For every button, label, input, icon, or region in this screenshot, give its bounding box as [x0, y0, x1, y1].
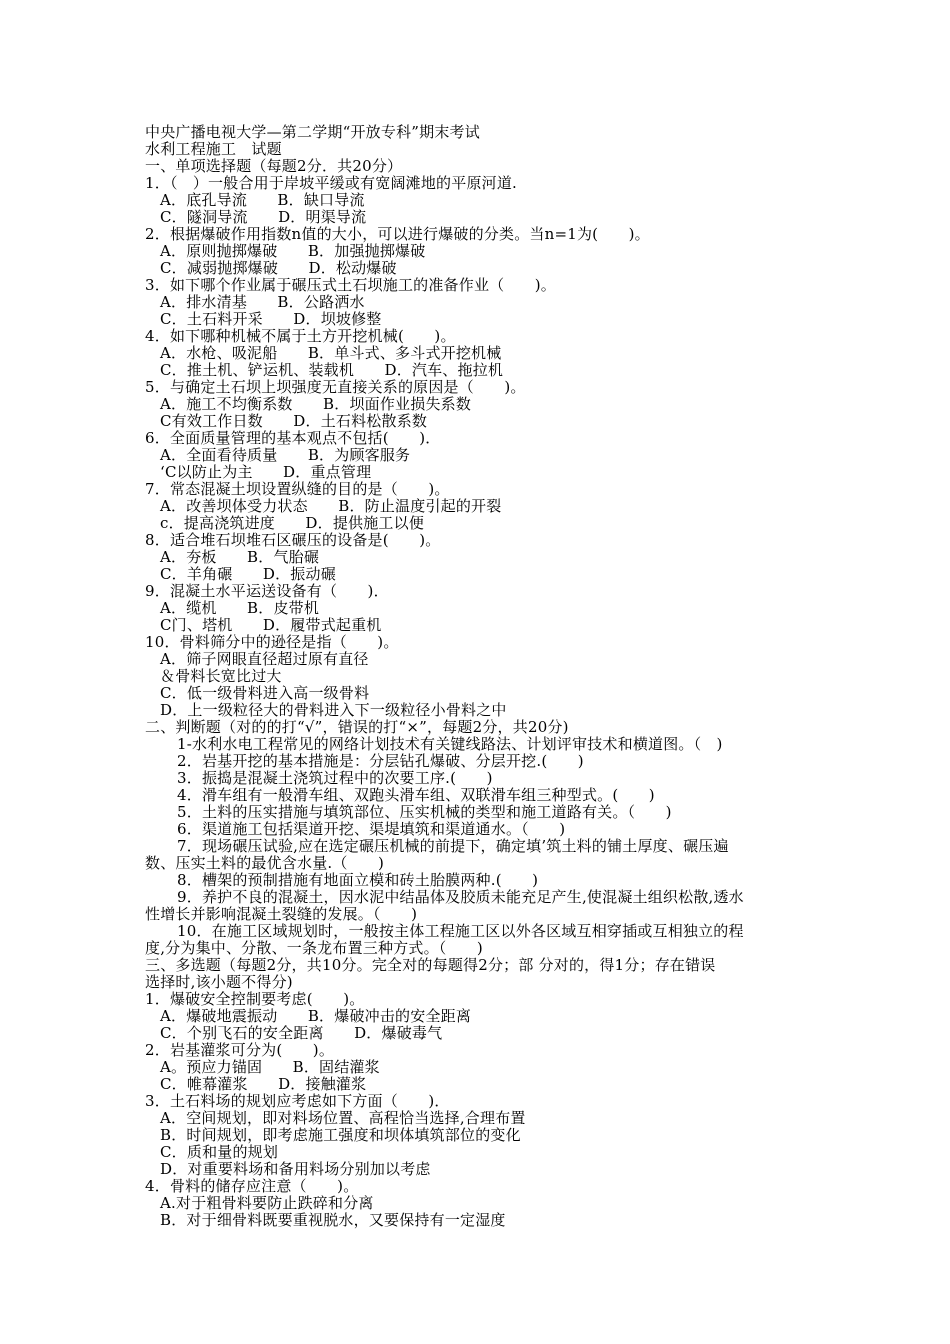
s1-line: C．羊角碾 D．振动碾 — [160, 565, 336, 583]
s2-line: 5．土料的压实措施与填筑部位、压实机械的类型和施工道路有关。（ ) — [177, 803, 672, 821]
s3-line: 3．土石料场的规划应考虑如下方面（ )． — [145, 1092, 450, 1110]
s2-line: 8．槽架的预制措施有地面立模和砖土胎膜两种.( ) — [177, 871, 539, 889]
s1-line: A．底孔导流 B．缺口导流 — [160, 191, 365, 209]
s1-line: 10．骨料筛分中的逊径是指（ )。 — [145, 633, 399, 651]
s1-line: C．低一级骨料进入高一级骨料 — [160, 684, 370, 702]
s3-line: B．时间规划，即考虑施工强度和坝体填筑部位的变化 — [160, 1126, 521, 1144]
s2-line: 4．滑车组有一般滑车组、双跑头滑车组、双联滑车组三种型式。( ) — [177, 786, 655, 804]
s3-line: C．个别飞石的安全距离 D．爆破毒气 — [160, 1024, 443, 1042]
s1-line: C．土石料开采 D．坝坡修整 — [160, 310, 382, 328]
s1-line: A．原则抛掷爆破 B．加强抛掷爆破 — [160, 242, 426, 260]
s2-line: 10．在施工区域规划时，一般按主体工程施工区以外各区域互相穿插或互相独立的程 — [177, 922, 744, 940]
s1-line: 8．适合堆石坝堆石区碾压的设备是( )。 — [145, 531, 441, 549]
s1-line: A．缆机 B．皮带机 — [160, 599, 320, 617]
s2-line: 9．养护不良的混凝土，因水泥中结晶体及胶质未能充足产生,使混凝土组织松散,透水 — [177, 888, 744, 906]
s3-line: B．对于细骨料既要重视脱水，又要保持有一定湿度 — [160, 1211, 506, 1229]
s1-line: C门、塔机 D．履带式起重机 — [160, 616, 382, 634]
s1-line: c．提高浇筑进度 D．提供施工以便 — [160, 514, 425, 532]
s3-line: 4．骨料的储存应注意（ )。 — [145, 1177, 359, 1195]
s2-line: 度,分为集中、分散、一条龙布置三种方式。（ ) — [145, 939, 483, 957]
s1-line: C有效工作日数 D．土石料松散系数 — [160, 412, 428, 430]
s2-line: 数、压实土料的最优含水量.（ ) — [145, 854, 385, 872]
s1-line: A．排水清基 B．公路洒水 — [160, 293, 365, 311]
s1-line: 6．全面质量管理的基本观点不包括( )． — [145, 429, 441, 447]
s3-line: A．空间规划，即对料场位置、高程恰当选择,合理布置 — [160, 1109, 526, 1127]
s3-line: A．爆破地震振动 B．爆破冲击的安全距离 — [160, 1007, 472, 1025]
exam-subject: 水利工程施工 试题 — [145, 140, 282, 158]
s1-line: D．上一级粒径大的骨料进入下一级粒径小骨料之中 — [160, 701, 507, 719]
exam-title: 中央广播电视大学—第二学期“开放专科”期末考试 — [145, 123, 480, 141]
s1-line: C．隧洞导流 D．明渠导流 — [160, 208, 367, 226]
s2-line: 性增长并影响混凝土裂缝的发展。（ ) — [145, 905, 418, 923]
s1-line: 5．与确定土石坝上坝强度无直接关系的原因是（ )。 — [145, 378, 526, 396]
s1-line: A．水枪、吸泥船 B．单斗式、多斗式开挖机械 — [160, 344, 502, 362]
s3-line: 1．爆破安全控制要考虑( )。 — [145, 990, 365, 1008]
s1-line: A．筛子网眼直径超过原有直径 — [160, 650, 369, 668]
s1-line: A．改善坝体受力状态 B．防止温度引起的开裂 — [160, 497, 502, 515]
s1-line: A．全面看待质量 B．为顾客服务 — [160, 446, 411, 464]
s3-line: 2．岩基灌浆可分为( )。 — [145, 1041, 335, 1059]
s2-line: 1-水利水电工程常见的网络计划技术有关键线路法、计划评审技术和横道图。（ ) — [177, 735, 723, 753]
s1-line: 3．如下哪个作业属于碾压式土石坝施工的准备作业（ )。 — [145, 276, 556, 294]
s2-line: 6．渠道施工包括渠道开挖、渠堤填筑和渠道通水。（ ) — [177, 820, 566, 838]
s1-line: C．减弱抛掷爆破 D．松动爆破 — [160, 259, 397, 277]
s3-line: C．帷幕灌浆 D．接触灌浆 — [160, 1075, 367, 1093]
s1-line: A．施工不均衡系数 B．坝面作业损失系数 — [160, 395, 472, 413]
section-3-heading: 三、多选题（每题2分，共10分。完全对的每题得2分；部 分对的，得1分；存在错误 — [145, 956, 716, 974]
s3-line: A.对于粗骨料要防止跌碎和分离 — [160, 1194, 374, 1212]
s1-line: 9．混凝土水平运送设备有（ )． — [145, 582, 389, 600]
s1-line: 7．常态混凝土坝设置纵缝的目的是（ )。 — [145, 480, 450, 498]
s2-line: 3．振捣是混凝土浇筑过程中的次要工序.( ) — [177, 769, 493, 787]
s1-line: 2．根据爆破作用指数n值的大小，可以进行爆破的分类。当n=1为( )。 — [145, 225, 650, 243]
s1-line: ‘C以防止为主 D．重点管理 — [160, 463, 372, 481]
section-1-heading: 一、单项选择题（每题2分．共20分） — [145, 157, 403, 175]
s2-line: 2．岩基开挖的基本措施是：分层钻孔爆破、分层开挖.( ) — [177, 752, 584, 770]
section-3-heading-cont: 选择时,该小题不得分) — [145, 973, 293, 991]
s1-line: C．推土机、铲运机、装载机 D．汽车、拖拉机 — [160, 361, 504, 379]
s1-line: ＆骨料长宽比过大 — [160, 667, 282, 685]
s1-line: 4．如下哪种机械不属于土方开挖机械( )。 — [145, 327, 456, 345]
s1-line: 1．（ ）一般合用于岸坡平缓或有宽阔滩地的平原河道. — [145, 174, 518, 192]
s2-line: 7．现场碾压试验,应在选定碾压机械的前提下，确定填’筑土料的铺土厚度、碾压遍 — [177, 837, 729, 855]
s3-line: A。预应力锚固 B．固结灌浆 — [160, 1058, 380, 1076]
s1-line: A．夯板 B．气胎碾 — [160, 548, 320, 566]
s3-line: D．对重要料场和备用料场分别加以考虑 — [160, 1160, 431, 1178]
section-2-heading: 二、判断题（对的的打“√”，错误的打“×”，每题2分，共20分) — [145, 718, 569, 736]
s3-line: C．质和量的规划 — [160, 1143, 279, 1161]
